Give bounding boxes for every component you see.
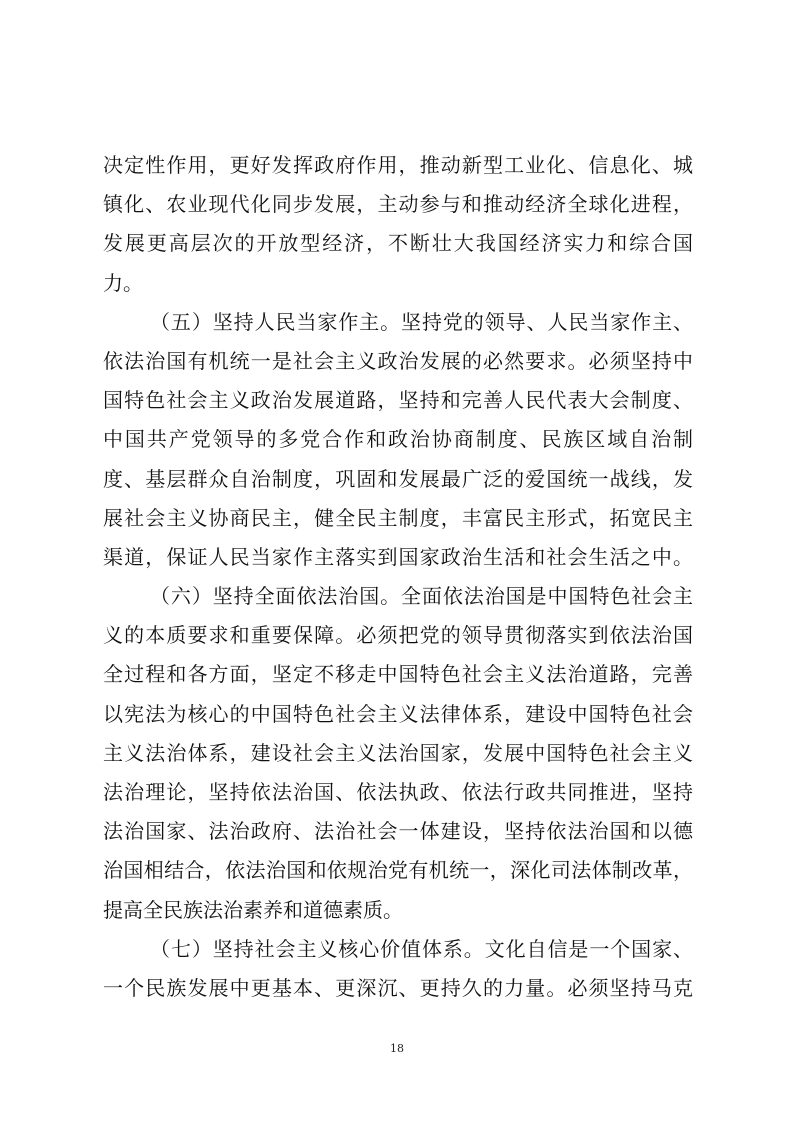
text-line: 义的本质要求和重要保障。必须把党的领导贯彻落实到依法治国 [103,623,693,648]
text-line: 决定性作用，更好发挥政府作用，推动新型工业化、信息化、城 [103,153,693,177]
text-line: 镇化、农业现代化同步发展，主动参与和推动经济全球化进程， [103,192,693,217]
page-number: 18 [390,1042,404,1055]
text-line: 渠道，保证人民当家作主落实到国家政治生活和社会生活之中。 [103,544,693,569]
paragraph-section-5 [103,303,693,577]
text-line: 治国相结合，依法治国和依规治党有机统一，深化司法体制改革， [103,858,693,883]
paragraph-continuation [103,146,693,303]
body-text [103,146,693,1008]
text-line: 展社会主义协商民主，健全民主制度，丰富民主形式，拓宽民主 [103,505,693,530]
text-line: 法治国家、法治政府、法治社会一体建设，坚持依法治国和以德 [103,819,693,844]
text-line: 全过程和各方面，坚定不移走中国特色社会主义法治道路，完善 [103,662,693,687]
text-line: 发展更高层次的开放型经济，不断壮大我国经济实力和综合国 [103,231,693,256]
text-line: 提高全民族法治素养和道德素质。 [103,897,403,922]
text-line: 主义法治体系，建设社会主义法治国家，发展中国特色社会主义 [103,740,693,765]
text-line: 一个民族发展中更基本、更深沉、更持久的力量。必须坚持马克 [103,975,693,1000]
text-line: 法治理论，坚持依法治国、依法执政、依法行政共同推进，坚持 [103,780,693,804]
text-line: （七）坚持社会主义核心价值体系。文化自信是一个国家、 [150,936,693,961]
text-line: 度、基层群众自治制度，巩固和发展最广泛的爱国统一战线，发 [103,466,693,491]
text-line: 力。 [103,270,143,295]
text-line: 中国共产党领导的多党合作和政治协商制度、民族区域自治制 [103,427,693,452]
text-line: 依法治国有机统一是社会主义政治发展的必然要求。必须坚持中 [103,348,693,373]
paragraph-section-6 [103,577,693,930]
paragraph-section-7 [103,930,693,1008]
text-line: 国特色社会主义政治发展道路，坚持和完善人民代表大会制度、 [103,388,693,413]
text-line: （六）坚持全面依法治国。全面依法治国是中国特色社会主 [150,584,693,609]
text-line: （五）坚持人民当家作主。坚持党的领导、人民当家作主、 [150,309,693,334]
text-line: 以宪法为核心的中国特色社会主义法律体系，建设中国特色社会 [103,701,693,726]
